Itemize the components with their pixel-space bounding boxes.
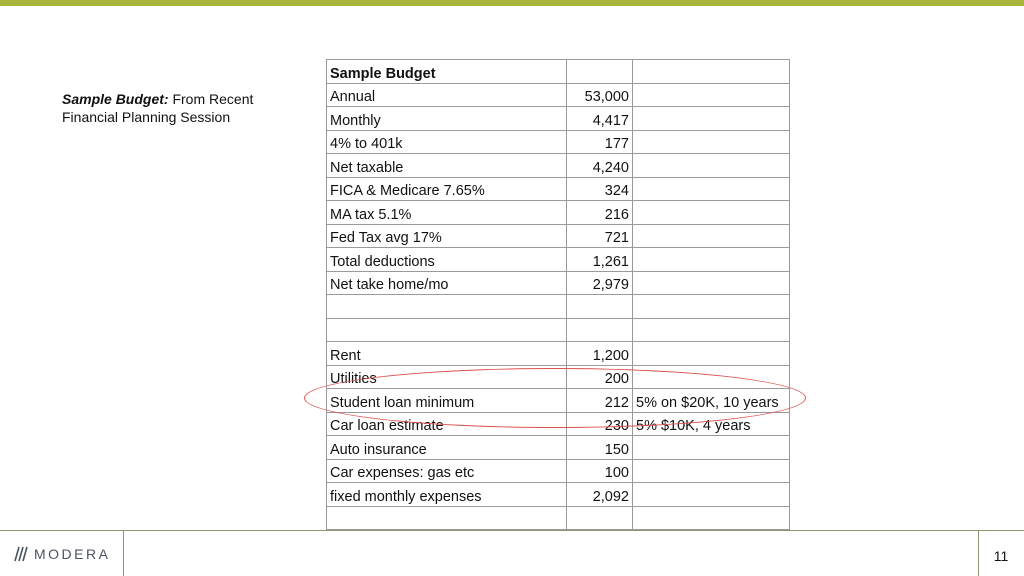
caption-title: Sample Budget: [62,91,169,107]
row-value: 212 [567,389,633,413]
row-label [327,295,567,319]
row-label: MA tax 5.1% [327,201,567,225]
row-value: 177 [567,130,633,154]
row-label: Annual [327,83,567,107]
table-row [327,60,790,84]
row-note [633,506,790,530]
table-row [327,318,790,342]
row-label: Monthly [327,107,567,131]
row-value [567,295,633,319]
table-row [327,295,790,319]
budget-table [326,59,790,530]
row-label: Auto insurance [327,436,567,460]
row-label [327,318,567,342]
row-note [633,83,790,107]
row-label: Rent [327,342,567,366]
table-row [327,483,790,507]
row-note [633,436,790,460]
row-note [633,295,790,319]
row-value: 2,979 [567,271,633,295]
row-value: 100 [567,459,633,483]
row-note [633,318,790,342]
row-label: Student loan minimum [327,389,567,413]
row-label: Sample Budget [327,60,567,84]
row-note [633,365,790,389]
row-note [633,459,790,483]
row-value: 4,417 [567,107,633,131]
row-value: 53,000 [567,83,633,107]
row-label: Fed Tax avg 17% [327,224,567,248]
table-row [327,201,790,225]
row-label: Total deductions [327,248,567,272]
table-row [327,436,790,460]
table-row [327,154,790,178]
row-label: Utilities [327,365,567,389]
row-value: 1,200 [567,342,633,366]
logo-text: MODERA [34,546,111,562]
row-value: 230 [567,412,633,436]
table-row [327,107,790,131]
row-value [567,506,633,530]
table-row [327,459,790,483]
row-value: 1,261 [567,248,633,272]
table-row [327,130,790,154]
row-value: 4,240 [567,154,633,178]
row-value: 721 [567,224,633,248]
footer [0,530,1024,576]
row-label [327,506,567,530]
table-row [327,271,790,295]
row-value: 2,092 [567,483,633,507]
row-note [633,177,790,201]
row-value: 324 [567,177,633,201]
top-accent-bar [0,0,1024,6]
row-note [633,271,790,295]
row-value: 200 [567,365,633,389]
row-label: fixed monthly expenses [327,483,567,507]
row-label: Car expenses: gas etc [327,459,567,483]
table-row [327,389,790,413]
row-note [633,248,790,272]
row-note [633,60,790,84]
row-note [633,342,790,366]
table-row [327,365,790,389]
footer-divider-left [123,531,124,576]
modera-logo-icon [14,546,30,562]
row-note [633,483,790,507]
row-label: Car loan estimate [327,412,567,436]
row-note [633,154,790,178]
row-note: 5% $10K, 4 years [633,412,790,436]
caption-text: From Recent Financial Planning Session [62,91,254,125]
row-value: 150 [567,436,633,460]
table-row [327,248,790,272]
row-label: FICA & Medicare 7.65% [327,177,567,201]
row-label: Net take home/mo [327,271,567,295]
page-number: 11 [993,548,1009,564]
row-label: 4% to 401k [327,130,567,154]
table-row [327,412,790,436]
table-row [327,506,790,530]
row-note [633,224,790,248]
row-label: Net taxable [327,154,567,178]
row-value [567,318,633,342]
slide-caption [62,90,302,126]
row-value: 216 [567,201,633,225]
table-row [327,83,790,107]
row-note [633,201,790,225]
table-row [327,224,790,248]
table-row [327,177,790,201]
modera-logo [14,546,110,562]
table-row [327,342,790,366]
row-value [567,60,633,84]
row-note: 5% on $20K, 10 years [633,389,790,413]
row-note [633,107,790,131]
row-note [633,130,790,154]
